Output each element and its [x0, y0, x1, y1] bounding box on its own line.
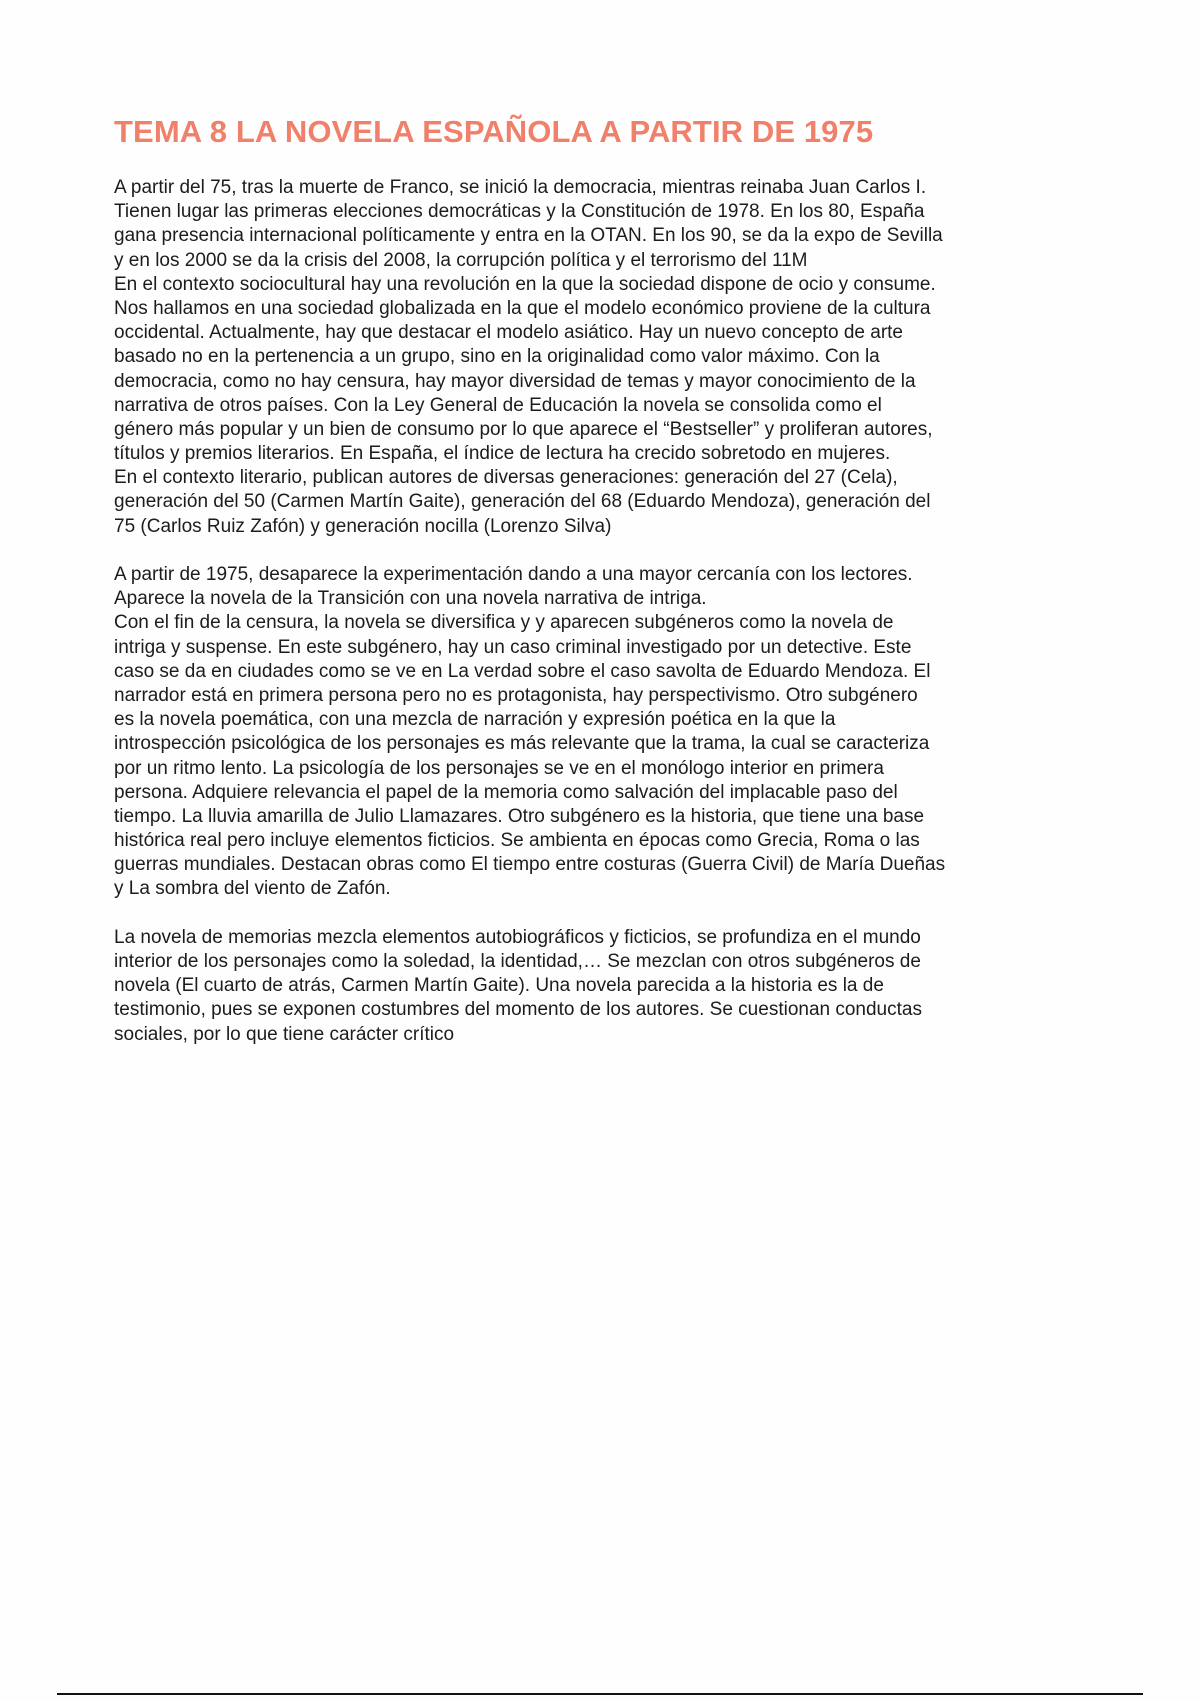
text-line: narrador está en primera persona pero no es protagonista, hay perspectivismo. Otro subgénero	[114, 684, 918, 706]
text-line: La novela de memorias mezcla elementos autobiográficos y ficticios, se profundiza en el mundo	[114, 926, 921, 948]
text-line: guerras mundiales. Destacan obras como El tiempo entre costuras (Guerra Civil) de María Dueñas	[114, 854, 946, 876]
text-line: Tienen lugar las primeras elecciones democráticas y la Constitución de 1978. En los 80, España	[114, 201, 925, 223]
footer-divider	[57, 1693, 1143, 1695]
text-line: basado no en la pertenencia a un grupo, sino en la originalidad como valor máximo. Con la	[114, 346, 880, 368]
text-line: testimonio, pues se exponen costumbres del momento de los autores. Se cuestionan conductas	[114, 999, 922, 1021]
text-line: En el contexto literario, publican autores de diversas generaciones: generación del 27 (Cela),	[114, 467, 898, 489]
text-line: género más popular y un bien de consumo por lo que aparece el “Bestseller” y proliferan autores,	[114, 418, 933, 440]
text-line: Aparece la novela de la Transición con una novela narrativa de intriga.	[114, 588, 707, 610]
text-line: persona. Adquiere relevancia el papel de la memoria como salvación del implacable paso del	[114, 781, 898, 803]
text-line: sociales, por lo que tiene carácter crítico	[114, 1023, 455, 1045]
paragraph	[114, 176, 1124, 539]
paragraph-spacer	[114, 539, 1124, 563]
text-line: gana presencia internacional políticamente y entra en la OTAN. En los 90, se da la expo de Sevilla	[114, 225, 943, 247]
text-line: En el contexto sociocultural hay una revolución en la que la sociedad dispone de ocio y consume.	[114, 273, 936, 295]
text-line: generación del 50 (Carmen Martín Gaite), generación del 68 (Eduardo Mendoza), generación del	[114, 491, 931, 513]
text-line: títulos y premios literarios. En España, el índice de lectura ha crecido sobretodo en mujeres.	[114, 443, 891, 465]
text-line: y en los 2000 se da la crisis del 2008, la corrupción política y el terrorismo del 11M	[114, 249, 808, 271]
text-line: histórica real pero incluye elementos ficticios. Se ambienta en épocas como Grecia, Roma o las	[114, 830, 920, 852]
text-line: por un ritmo lento. La psicología de los personajes se ve en el monólogo interior en primera	[114, 757, 884, 779]
text-line: A partir de 1975, desaparece la experimentación dando a una mayor cercanía con los lectores.	[114, 564, 913, 585]
text-line: intriga y suspense. En este subgénero, hay un caso criminal investigado por un detective. Este	[114, 636, 912, 658]
text-line: caso se da en ciudades como se ve en La verdad sobre el caso savolta de Eduardo Mendoza. El	[114, 660, 931, 682]
text-line: y La sombra del viento de Zafón.	[114, 878, 391, 900]
text-line: Con el fin de la censura, la novela se diversifica y y aparecen subgéneros como la novela de	[114, 612, 894, 634]
text-line: democracia, como no hay censura, hay mayor diversidad de temas y mayor conocimiento de la	[114, 370, 916, 392]
text-line: tiempo. La lluvia amarilla de Julio Llamazares. Otro subgénero es la historia, que tiene una base	[114, 805, 925, 827]
text-line: novela (El cuarto de atrás, Carmen Martín Gaite). Una novela parecida a la historia es la de	[114, 975, 884, 997]
paragraph	[114, 926, 1124, 1047]
text-line: narrativa de otros países. Con la Ley General de Educación la novela se consolida como el	[114, 394, 882, 416]
text-line: Nos hallamos en una sociedad globalizada en la que el modelo económico proviene de la cultura	[114, 297, 931, 319]
text-line: occidental. Actualmente, hay que destacar el modelo asiático. Hay un nuevo concepto de arte	[114, 322, 903, 344]
text-line: es la novela poemática, con una mezcla de narración y expresión poética en la que la	[114, 709, 836, 731]
paragraph-spacer	[114, 902, 1124, 926]
text-line: 75 (Carlos Ruiz Zafón) y generación nocilla (Lorenzo Silva)	[114, 515, 612, 537]
text-line: A partir del 75, tras la muerte de Franco, se inició la democracia, mientras reinaba Juan Carlos I.	[114, 177, 927, 198]
page-title: TEMA 8 LA NOVELA ESPAÑOLA A PARTIR DE 1975	[114, 114, 874, 149]
text-line: interior de los personajes como la soledad, la identidad,… Se mezclan con otros subgéneros de	[114, 951, 921, 972]
text-line: introspección psicológica de los personajes es más relevante que la trama, la cual se caracteriza	[114, 733, 930, 755]
document-body	[114, 176, 1124, 1047]
paragraph	[114, 563, 1124, 902]
